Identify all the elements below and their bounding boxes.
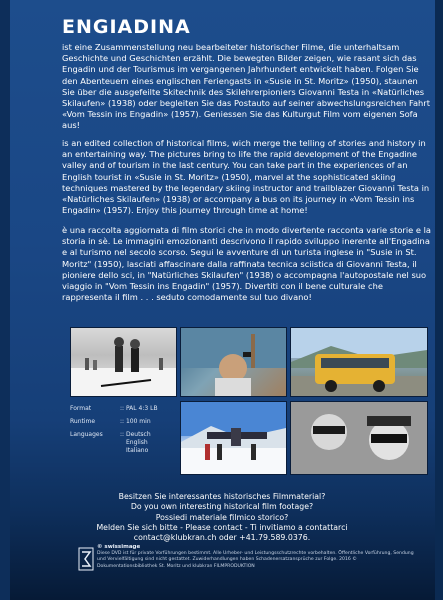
cover-left-edge — [0, 0, 10, 600]
spec-languages-label: Languages — [70, 431, 103, 438]
film-still-faces — [290, 401, 428, 475]
spec-format-label: Format — [70, 405, 92, 412]
spec-languages-value-3: Italiano — [126, 447, 149, 454]
spec-languages-value: :: Deutsch — [120, 431, 151, 438]
description-german: ist eine Zusammenstellung neu bearbeiteter historischer Filme, die unterhaltsam Geschichte und Geschichten erzählt. Die bewegten Bilder zeigen, wie rasant sich das Engadin und der Tourismus im vergangenen Jahrhundert entwickelt haben. Folgen Sie den Abenteuern eines englischen Feriengasts in «Susie in St. Moritz» (1950), staunen Sie über die ausgefeilte Skitechnik des Skilehrerpioniers Giovanni Testa in «Natürliches Skilaufen» (1938) oder begleiten Sie das Postauto auf seiner abwechslungsreichen Fahrt «Vom Tessin ins Engadin» (1957). Geniessen Sie das Kulturgut Film vom eigenen Sofa aus! — [62, 42, 430, 131]
contact-block — [62, 492, 382, 543]
contact-line-english: Do you own interesting historical film footage? — [130, 502, 314, 512]
contact-line-request: Melden Sie sich bitte - Please contact - Ti invitiamo a contattarci — [96, 522, 348, 532]
film-still-postbus — [290, 327, 428, 397]
airplane-illustration — [181, 402, 286, 474]
postbus-illustration — [291, 328, 427, 396]
film-still-airplane — [180, 401, 287, 475]
film-still-skiers — [70, 327, 177, 397]
spec-runtime-value: :: 100 min — [120, 418, 151, 425]
portrait-illustration — [181, 328, 286, 396]
spec-languages-value-2: English — [126, 439, 148, 446]
legal-notice: Diese DVD ist für private Vorführungen bestimmt. Alle Urheber- und Leistungsschutzrechte vorbehalten. Öffentliche Vorführung, Sendung und Vervielfältigung sind nicht gestattet. Zuwiderhandlungen haben Schadenersatzansprüche zur Folge. 2016 © Dokumentationsbibliothek St. Moritz und klubkran FILMPRODUKTION — [97, 551, 414, 569]
spec-runtime-label: Runtime — [70, 418, 96, 425]
contact-line-italian: Possiedi materiale filmico storico? — [155, 512, 289, 522]
spec-format-value: :: PAL 4:3 LB — [120, 405, 158, 412]
film-still-skier-portrait — [180, 327, 287, 397]
film-stills-grid — [70, 327, 426, 475]
cover-right-edge — [435, 0, 443, 600]
contact-line-german: Besitzen Sie interessantes historisches Filmmaterial? — [118, 492, 326, 501]
description-english: is an edited collection of historical films, wich merge the telling of stories and history in an entertaining way. The pictures bring to life the rapid development of the Engadine valley and of tourism in the last century. You can take part in the experiences of an English tourist in «Susie in St. Moritz» (1950), marvel at the sophisticated skiing techniques mastered by the legendary skiing instructor and trailblazer Giovanni Testa in «Natürliches Skilaufen» (1938) or accompany a bus on its journey in «Vom Tessin ins Engadin» (1957). Enjoy this journey through time at home! — [62, 138, 430, 216]
contact-email-phone[interactable]: contact@klubkran.ch oder +41.79.589.0376. — [133, 533, 311, 543]
brand-name: © swissimage — [97, 544, 141, 550]
description-italian: è una raccolta aggiornata di film storici che in modo divertente racconta varie storie e la storia in sè. Le immagini emozionanti descrivono il rapido sviluppo inerente all'Engadina e al turismo nel secolo scorso. Segui le avventure di un turista inglese in "Susie in St. Moritz" (1950), lasciati affascinare dalla raffinata tecnica sciistica di Giovanni Testa, il pioniere dello sci, in "Natürliches Skilaufen" (1938) o accompagna l'autopostale nel suo viaggio in "Vom Tessin ins Engadin" (1957). Divertiti con il bene culturale che rappresenta il film . . . seduto comodamente sul tuo divano! — [62, 225, 432, 303]
skiers-illustration — [71, 328, 176, 396]
faces-illustration — [291, 402, 427, 474]
technical-specs — [70, 405, 175, 473]
swissimage-logo-icon — [78, 547, 94, 571]
page-title: ENGIADINA — [62, 16, 191, 38]
